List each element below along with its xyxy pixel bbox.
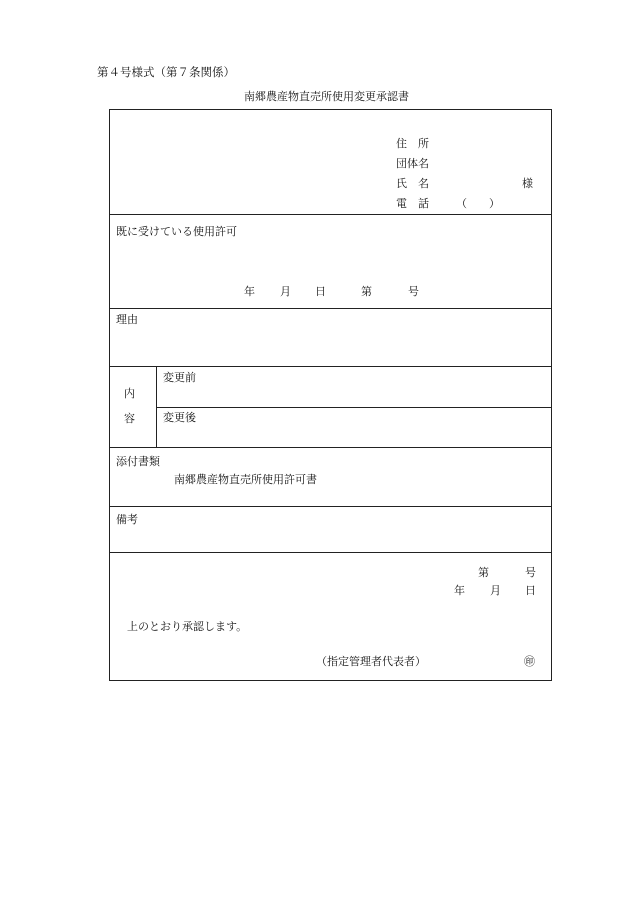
existing-permit-label: 既に受けている使用許可 xyxy=(116,225,237,238)
divider-applicant xyxy=(110,214,551,215)
divider-permit xyxy=(110,308,551,309)
divider-attachments xyxy=(110,506,551,507)
signer-label: （指定管理者代表者） xyxy=(316,655,426,668)
attachments-label: 添付書類 xyxy=(116,455,160,468)
approval-day: 日 xyxy=(525,584,536,597)
approval-number-suffix: 号 xyxy=(525,566,536,579)
approval-number-prefix: 第 xyxy=(478,566,489,579)
approval-statement: 上のとおり承認します。 xyxy=(127,620,248,633)
permit-number-suffix: 号 xyxy=(408,285,419,298)
divider-remarks xyxy=(110,552,551,553)
form-frame xyxy=(109,109,552,681)
divider-content-mid xyxy=(156,407,551,408)
remarks-label: 備考 xyxy=(116,513,138,526)
permit-day: 日 xyxy=(315,285,326,298)
permit-year: 年 xyxy=(244,285,255,298)
phone-parens: （ ） xyxy=(456,197,500,210)
seal-mark: ㊞ xyxy=(524,655,535,668)
approval-month: 月 xyxy=(490,584,501,597)
group-name-label: 団体名 xyxy=(396,157,429,170)
divider-content xyxy=(110,447,551,448)
address-label: 住 所 xyxy=(396,137,429,150)
permit-month: 月 xyxy=(280,285,291,298)
honorific-label: 様 xyxy=(522,177,533,190)
after-change-label: 変更後 xyxy=(163,411,196,424)
permit-number-prefix: 第 xyxy=(361,285,372,298)
content-label-top: 内 xyxy=(124,387,135,400)
content-label-bottom: 容 xyxy=(124,412,135,425)
phone-label: 電 話 xyxy=(396,197,429,210)
form-number: 第４号様式（第７条関係） xyxy=(97,65,235,79)
reason-label: 理由 xyxy=(116,313,138,326)
attachment-item: 南郷農産物直売所使用許可書 xyxy=(174,473,317,486)
before-change-label: 変更前 xyxy=(163,371,196,384)
approval-year: 年 xyxy=(454,584,465,597)
divider-content-label xyxy=(156,366,157,447)
divider-reason xyxy=(110,366,551,367)
form-title: 南郷農産物直売所使用変更承認書 xyxy=(244,90,409,103)
name-label: 氏 名 xyxy=(396,177,429,190)
